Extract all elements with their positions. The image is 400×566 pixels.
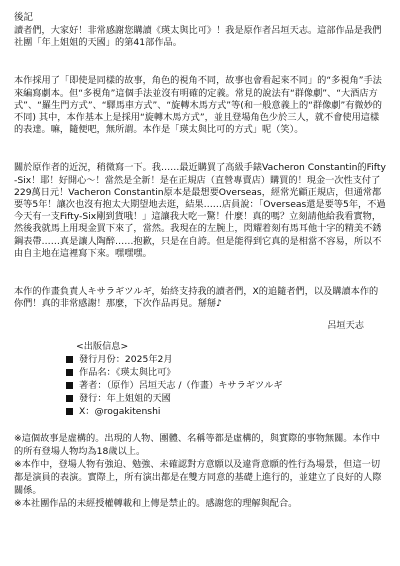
square-bullet-icon [66, 356, 73, 363]
publication-release-month: 發行月份：2025年2月 [79, 354, 173, 366]
disclaimer-notes [14, 432, 386, 510]
greeting-paragraph: 讀者們，大家好！非常感謝您購讀《瑛太與比可》！我是原作者呂垣天志。這部作品是我們社團「年上姐姐的天國」的第41部作品。 [14, 25, 382, 49]
publication-item [66, 392, 386, 405]
watch-purchase-paragraph: 關於原作者的近況，稍微寫一下。我……最近購買了高級手錶Vacheron Constantin的Fifty-Six！耶！好開心～！當然是全新！是在正規店（直營專賣店）購買的！現金一次性支付了229萬日元！Vacheron Constantin原本是最想要Overseas，經常光顧正規店，但通常都要等5年！讓次也沒有抱太大期望地去逛，結果……店員說：「Overseas還是要等5年，不過今天有一支Fifty-Six剛到貨哦！」這讓我大吃一驚！什麼！真的嗎？立刻請他給我看實物，然後我就馬上用現金買下來了，當然。我現在的左腕上，閃耀着刻有馬耳他十字的精美不銹鋼表帶……真是讓人陶醉……抱歉，只是在自誇。但是能得到它真的是相當不容易，所以不由自主地在這裡寫下來。嘿嘿嘿。 [14, 162, 386, 259]
publication-info [66, 340, 386, 418]
consent-disclaimer: ※本作中，登場人物有強迫、勉強、未確認對方意願以及違背意願的性行為場景，但這一切都是演員的表演。實際上，所有演出都是在雙方同意的基礎上進行的，並建立了良好的人際關係。 [14, 459, 382, 497]
publication-item [66, 379, 386, 392]
thanks-paragraph: 本作的作畫負責人キサラギツルギ，始終支持我的讀者們，X的追隨者們，以及購讀本作的你們！真的非常感謝！那麼，下次作品再見。掰掰♪ [14, 286, 379, 310]
square-bullet-icon [66, 395, 73, 402]
publication-publisher: 發行：年上姐姐的天國 [79, 393, 171, 405]
multi-perspective-paragraph: 本作採用了「即使是同樣的故事，角色的視角不同，故事也會看起來不同」的“多視角”手法來編寫劇本。但“多視角”這個手法並沒有明確的定義。常見的說法有“群像劇”、“大酒店方式”、“羅生門方式”、“驛馬車方式”、“旋轉木馬方式”等(和一般意義上的“群像劇”有微妙的不同) 其中，本作基本上是採用“旋轉木馬方式”，並且登場角色少於三人，就不會使用這樣的表達。嘛，隨便吧，無所謂。本作是「瑛太與比可的方式」呢（笑）。 [14, 75, 382, 136]
reproduction-disclaimer: ※本社團作品的未經授權轉載和上傳是禁止的。感謝您的理解與配合。 [14, 498, 298, 510]
publication-x-account: X：@rogakitenshi [79, 406, 161, 418]
square-bullet-icon [66, 382, 73, 389]
publication-item [66, 353, 386, 366]
publication-info-title: <出版信息> [76, 341, 129, 353]
publication-item [66, 366, 386, 379]
square-bullet-icon [66, 408, 73, 415]
author-signature: 呂垣天志 [327, 320, 364, 332]
afterword-heading: 後記 [14, 12, 34, 23]
fiction-disclaimer: ※這個故事是虛構的。出現的人物、團體、名稱等都是虛構的，與實際的事物無關。本作中的所有登場人物均為18歲以上。 [14, 433, 381, 458]
publication-authors: 著者：（原作）呂垣天志 /（作畫）キサラギツルギ [79, 380, 283, 392]
publication-item [66, 405, 386, 418]
publication-work-title: 作品名：《瑛太與比可》 [79, 367, 176, 379]
square-bullet-icon [66, 369, 73, 376]
